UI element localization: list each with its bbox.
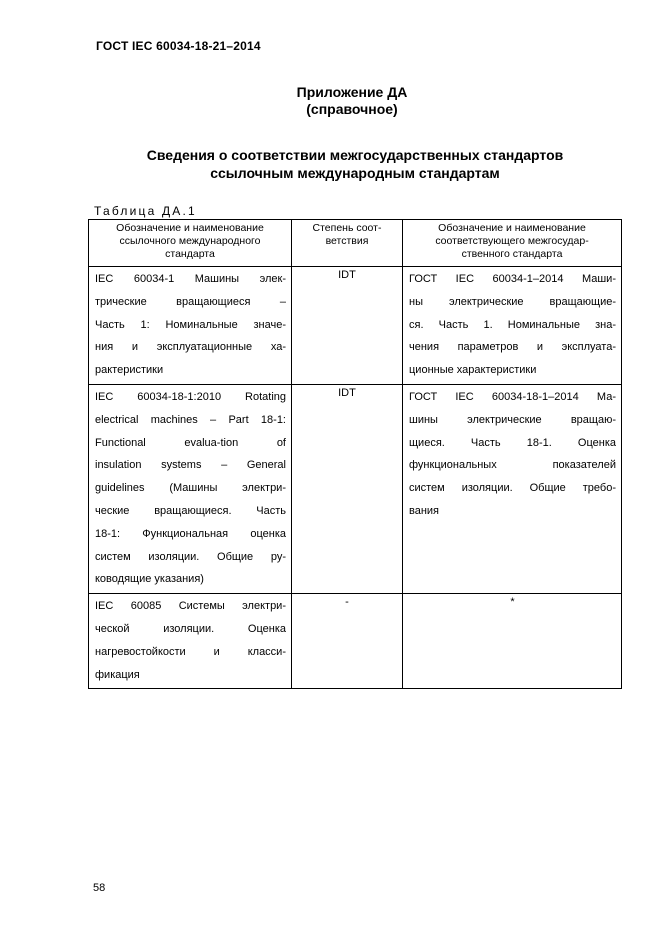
appendix-title: Приложение ДА (296, 84, 408, 100)
main-title-line-2: ссылочным международным стандартам (210, 165, 500, 181)
cell-line: ния и эксплуатационные ха- (95, 341, 286, 354)
cell-line: insulation systems – General (95, 459, 286, 472)
cell-line: guidelines (Машины электри- (95, 482, 286, 495)
cell-line: щиеся. Часть 18-1. Оценка (409, 436, 616, 449)
main-title-line-1: Сведения о соответствии межгосударственных стандартов (146, 147, 564, 163)
cell-line: вания (409, 504, 440, 517)
table-row (89, 267, 622, 385)
cell-line: фикация (95, 668, 140, 681)
table-header-row (89, 220, 622, 267)
cell-line: ГОСТ IEC 60034-1–2014 Маши- (409, 273, 616, 285)
reference-standard-cell (89, 384, 292, 593)
cell-line: рактеристики (95, 364, 164, 377)
header-text: соответствующего межгосудар- (435, 235, 589, 247)
reference-standard-cell (89, 267, 292, 385)
correspondence-table (88, 219, 622, 689)
cell-line: IEC 60034-18-1:2010 Rotating (95, 390, 286, 403)
header-interstate-standard (403, 220, 622, 267)
cell-line: ческой изоляции. Оценка (95, 622, 286, 635)
degree-cell: - (292, 594, 403, 689)
degree-cell: IDT (292, 384, 403, 593)
header-reference-standard (89, 220, 292, 267)
cell-line: шины электрические вращаю- (409, 413, 616, 426)
cell-line: ся. Часть 1. Номинальные зна- (409, 318, 616, 331)
header-text: Степень соот- (312, 222, 382, 234)
cell-line: чения параметров и эксплуата- (409, 341, 616, 354)
header-text: Обозначение и наименование (438, 222, 586, 234)
appendix-subtitle: (справочное) (306, 101, 398, 117)
cell-line: IEC 60034-1 Машины элек- (95, 273, 286, 285)
reference-standard-cell (89, 594, 292, 689)
page-number: 58 (93, 882, 106, 894)
header-degree (292, 220, 403, 267)
cell-line: функциональных показателей (409, 459, 616, 472)
cell-line: ководящие указания) (95, 573, 204, 586)
header-text: стандарта (165, 248, 215, 260)
header-text: ссылочного международного (119, 235, 261, 247)
cell-line: ционные характеристики (409, 364, 537, 377)
document-code: ГОСТ IEC 60034-18-21–2014 (96, 39, 261, 53)
cell-line: ны электрические вращающие- (409, 295, 616, 308)
cell-line: нагревостойкости и класси- (95, 645, 286, 658)
cell-line: ГОСТ IEC 60034-18-1–2014 Ма- (409, 390, 616, 403)
table-caption: Таблица ДА.1 (94, 204, 197, 218)
cell-line: Functional evalua-tion of (95, 436, 286, 449)
table-row (89, 384, 622, 593)
cell-line: Часть 1: Номинальные значе- (95, 318, 286, 331)
interstate-standard-cell (403, 594, 622, 689)
cell-line: electrical machines – Part 18-1: (95, 413, 286, 426)
cell-line: трические вращающиеся – (95, 295, 286, 308)
header-text: ветствия (325, 235, 369, 247)
cell-line: 18-1: Функциональная оценка (95, 527, 286, 540)
cell-line: ческие вращающиеся. Часть (95, 504, 286, 517)
interstate-standard-cell (403, 267, 622, 385)
cell-line: IEC 60085 Системы электри- (95, 600, 286, 613)
header-text: ственного стандарта (461, 248, 563, 260)
cell-line: систем изоляции. Общие требо- (409, 482, 616, 495)
main-title (60, 146, 650, 182)
interstate-standard-cell (403, 384, 622, 593)
header-text: Обозначение и наименование (116, 222, 264, 234)
degree-cell: IDT (292, 267, 403, 385)
cell-line: систем изоляции. Общие ру- (95, 550, 286, 563)
footnote-marker: * (510, 596, 515, 609)
table-row (89, 594, 622, 689)
